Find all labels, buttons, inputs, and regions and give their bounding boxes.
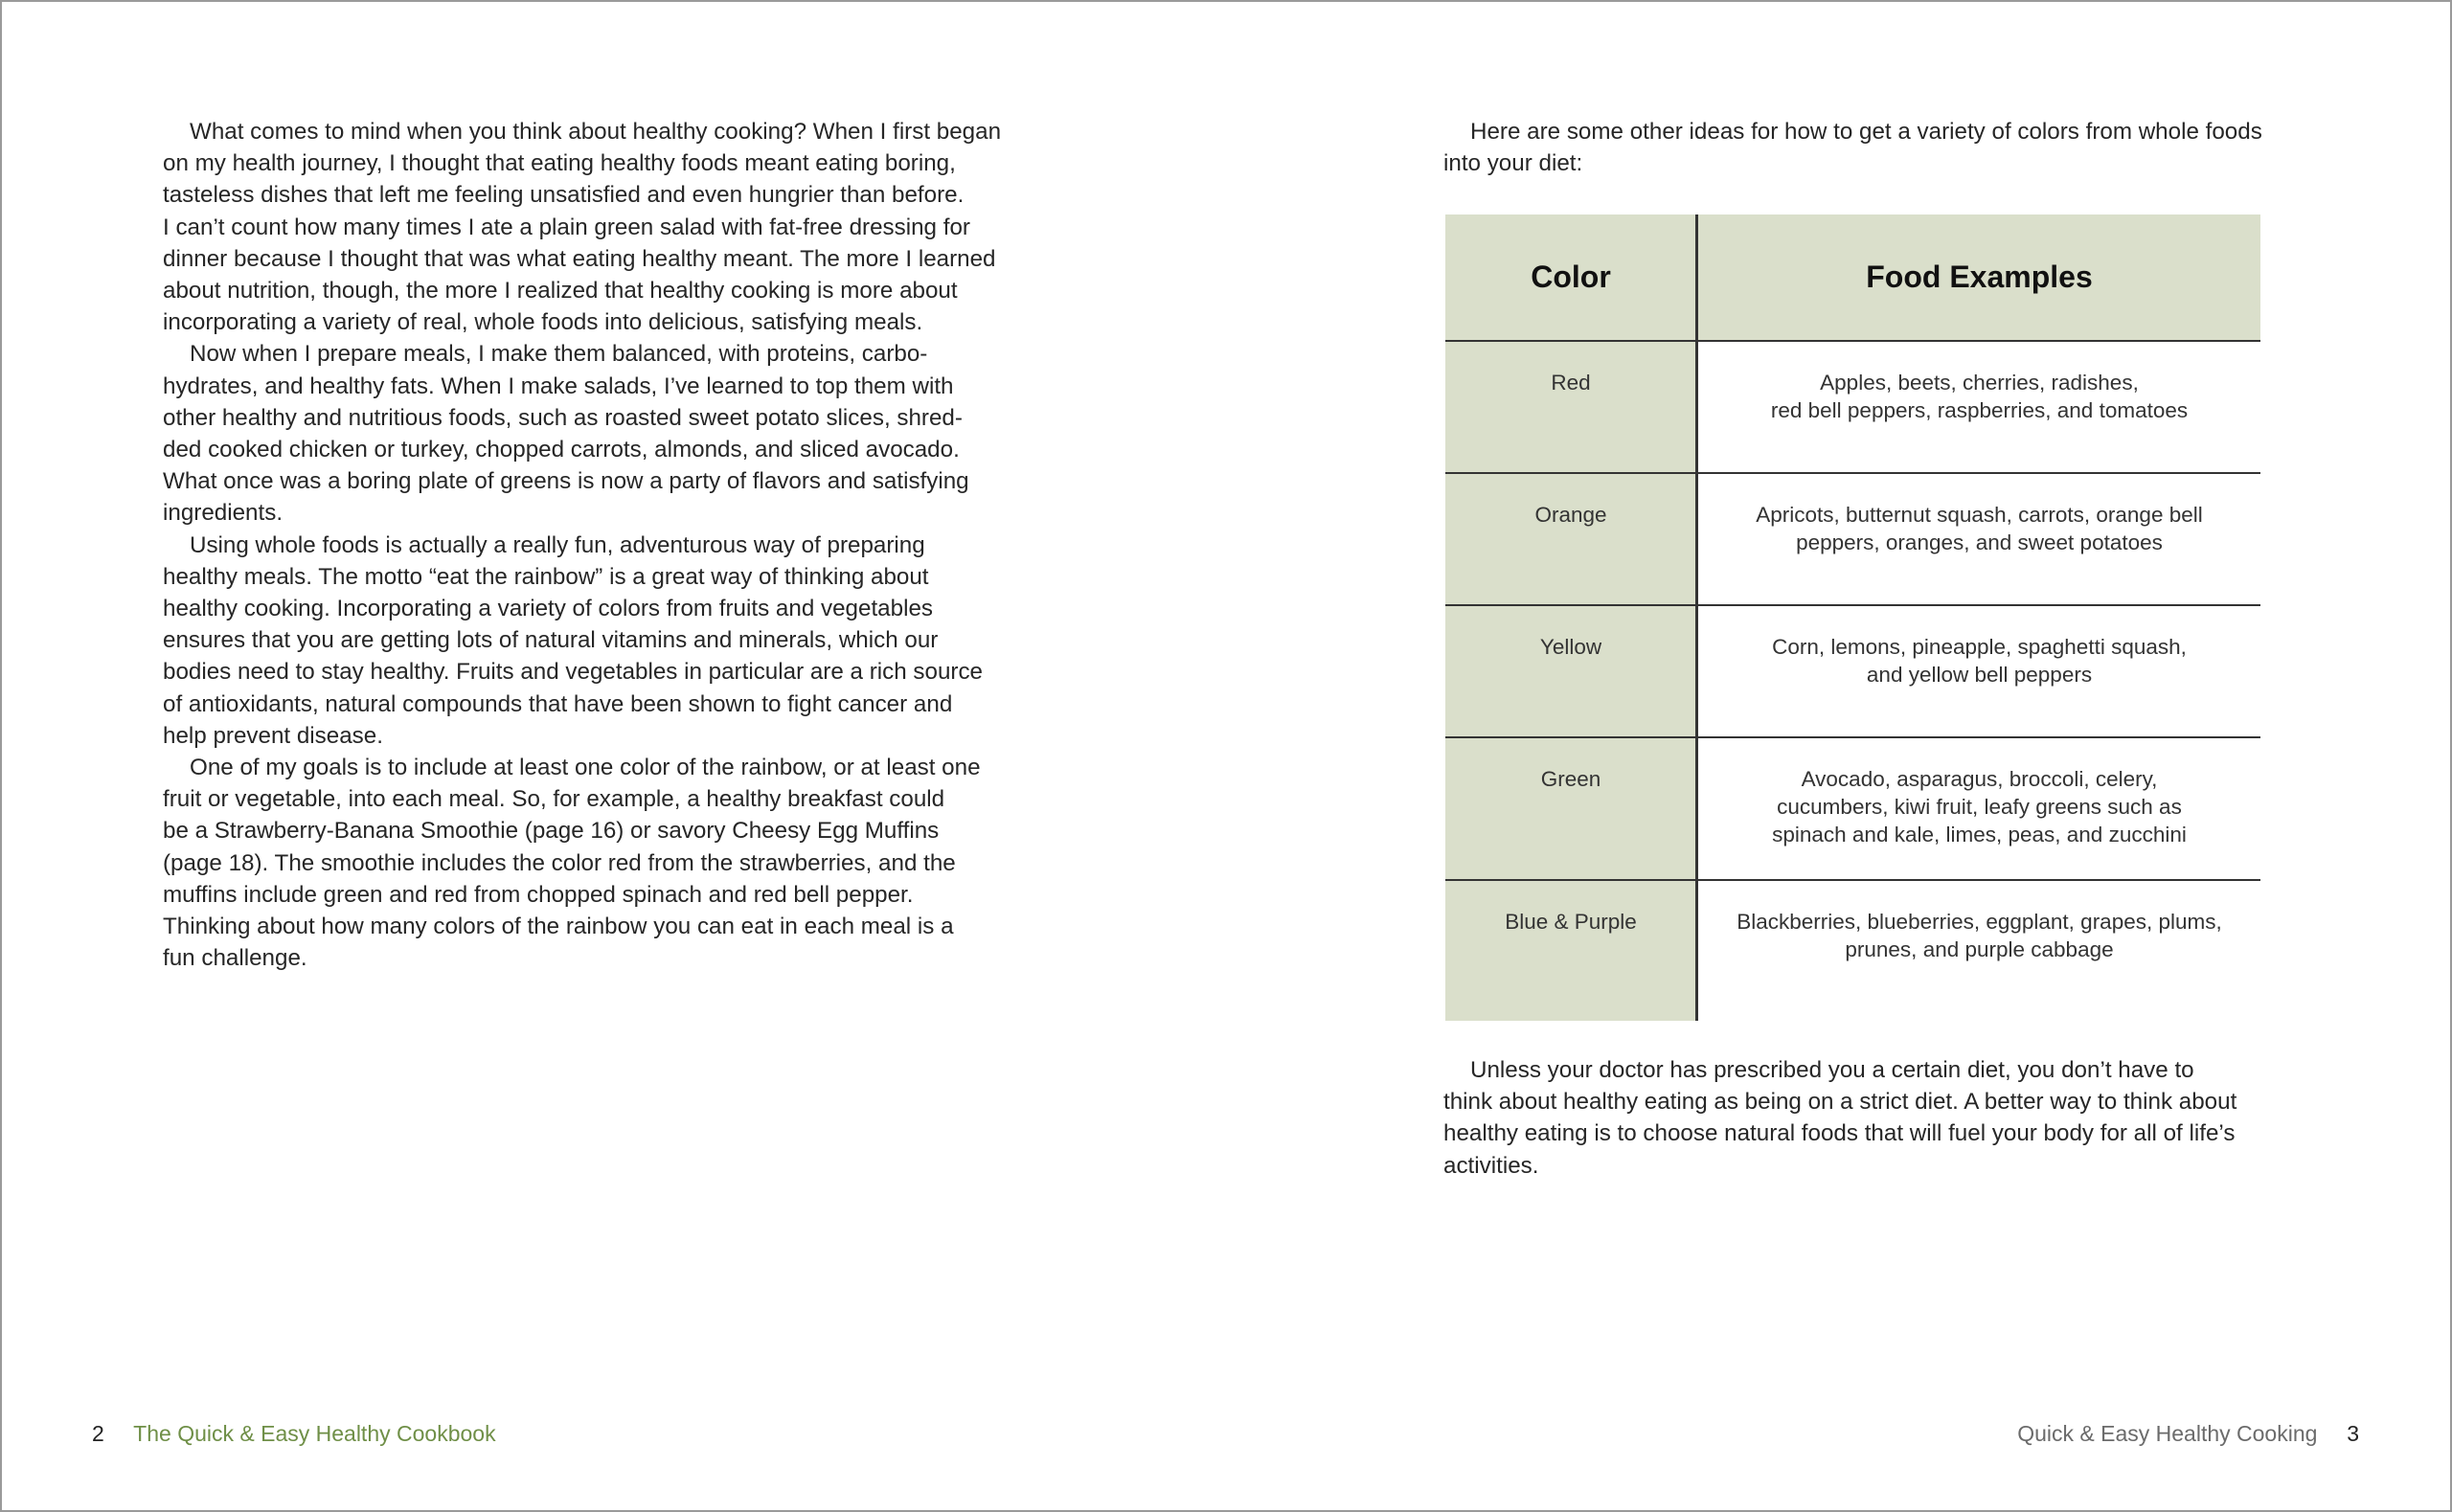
- row-divider: [1445, 736, 2260, 738]
- row-divider: [1445, 472, 2260, 474]
- table-cell-foods: Corn, lemons, pineapple, spaghetti squash, and yellow bell peppers: [1772, 635, 2187, 687]
- right-page-closing: [1443, 1054, 2296, 1182]
- body-paragraph: One of my goals is to include at least one color of the rainbow, or at least one fruit or vegetable, into each meal. So, for example, a healthy breakfast could be a Strawberry-Banana Smoothie (page 16) or savory Cheesy Egg Muffins (page 18). The smoothie includes the color red from the strawberries, and the muffins include green and red from chopped spinach and red bell pepper. Thinking about how many colors of the rainbow you can eat in each meal is a fun challenge.: [163, 755, 981, 972]
- table-cell-foods: Blackberries, blueberries, eggplant, grapes, plums, prunes, and purple cabbage: [1737, 910, 2222, 961]
- left-page-body: [163, 116, 1015, 974]
- body-paragraph: Using whole foods is actually a really fun, adventurous way of preparing healthy meals. The motto “eat the rainbow” is a great way of thinking about healthy cooking. Incorporating a variety of colors from fruits and vegetables ensures that you are getting lots of natural vitamins and minerals, which our bodies need to stay healthy. Fruits and vegetables in particular are a rich source of antioxidants, natural compounds that have been shown to fight cancer and help prevent disease.: [163, 531, 983, 749]
- left-page-footer: [92, 1419, 496, 1448]
- row-divider: [1445, 879, 2260, 881]
- closing-paragraph: Unless your doctor has prescribed you a certain diet, you don’t have to think about healthy eating as being on a strict diet. A better way to think about healthy eating is to choose natural foods that will fuel your body for all of life’s activities.: [1443, 1057, 2237, 1179]
- running-title: Quick & Easy Healthy Cooking: [2017, 1421, 2318, 1446]
- table-cell-color: Blue & Purple: [1505, 910, 1637, 934]
- body-paragraph: What comes to mind when you think about healthy cooking? When I first began on my health journey, I thought that eating healthy foods meant eating boring, tasteless dishes that left me feeling unsatisfied and even hungrier than before. I can’t count how many times I ate a plain green salad with fat-free dressing for dinner because I thought that was what eating healthy meant. The more I learned about nutrition, though, the more I realized that healthy cooking is more about incorporating a variety of real, whole foods into delicious, satisfying meals.: [163, 119, 1002, 336]
- table-cell-color: Orange: [1534, 503, 1607, 527]
- table-cell-color: Green: [1540, 767, 1601, 791]
- page-number: 2: [92, 1421, 104, 1446]
- intro-paragraph: Here are some other ideas for how to get a variety of colors from whole foods into your diet:: [1443, 119, 2262, 177]
- row-divider: [1445, 604, 2260, 606]
- table-header-food-examples: Food Examples: [1866, 260, 2093, 294]
- table-cell-foods: Apples, beets, cherries, radishes, red bell peppers, raspberries, and tomatoes: [1770, 371, 2189, 422]
- table-header-color: Color: [1531, 260, 1611, 294]
- table-cell-foods: Avocado, asparagus, broccoli, celery, cucumbers, kiwi fruit, leafy greens such as spinach and kale, limes, peas, and zucchini: [1772, 767, 2187, 846]
- right-page-footer: [2017, 1419, 2359, 1448]
- running-title: The Quick & Easy Healthy Cookbook: [133, 1421, 496, 1446]
- right-page-intro: [1443, 116, 2296, 179]
- table-cell-foods: Apricots, butternut squash, carrots, orange bell peppers, oranges, and sweet potatoes: [1756, 503, 2203, 554]
- page-number: 3: [2347, 1421, 2359, 1446]
- body-paragraph: Now when I prepare meals, I make them balanced, with proteins, carbo- hydrates, and healthy fats. When I make salads, I’ve learned to top them with other healthy and nutritious foods, such as roasted sweet potato slices, shred- ded cooked chicken or turkey, chopped carrots, almonds, and sliced avocado. What once was a boring plate of greens is now a party of flavors and satisfying ingredients.: [163, 341, 969, 527]
- table-cell-color: Red: [1551, 371, 1591, 395]
- row-divider: [1445, 340, 2260, 342]
- table-cell-color: Yellow: [1539, 635, 1602, 659]
- column-divider: [1695, 214, 1698, 1021]
- color-food-table: [1445, 214, 2260, 1021]
